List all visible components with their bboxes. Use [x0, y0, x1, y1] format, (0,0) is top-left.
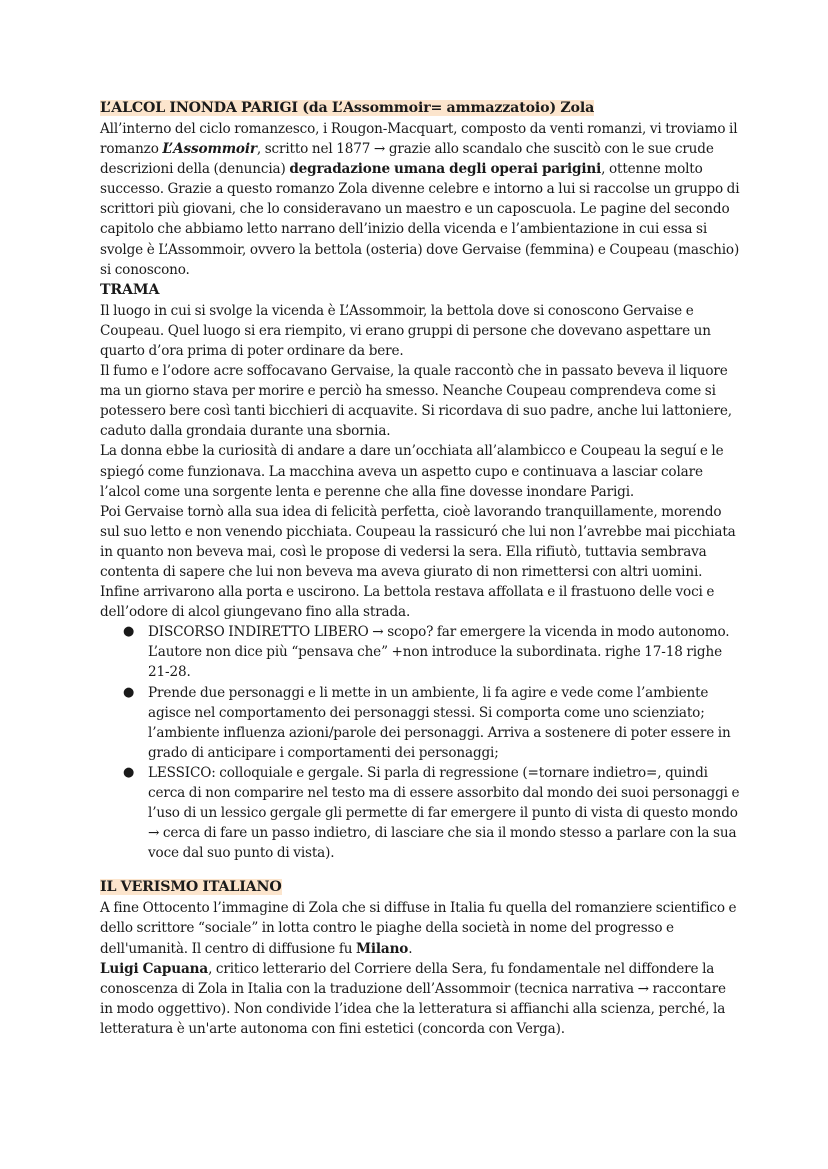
verismo-paragraph-1 [100, 898, 740, 958]
analysis-bullet-list [100, 622, 740, 863]
document-page [100, 98, 740, 1039]
bold-milano: Milano [355, 940, 409, 957]
intro-text-1: All’interno del ciclo romanzesco, i Rougon-Macquart, composto da venti romanzi, vi troviamo il romanzo [100, 121, 738, 158]
verismo-text-2: . [408, 940, 413, 957]
verismo-text-3: , critico letterario del Corriere della Sera, fu fondamentale nel diffondere la conoscenza di Zola in Italia con la traduzione dell’Assommoir (tecnica narrativa → raccontare in modo oggettivo). Non condivide l’idea che la letteratura si affianchi alla scienza, perché, la letteratura è un'arte autonoma con fini estetici (concorda con Verga). [100, 960, 726, 1037]
bullet-icon: ● [123, 624, 135, 640]
section-title-verismo [100, 877, 740, 898]
section-title-assommoir [100, 98, 740, 119]
bold-capuana: Luigi Capuana [100, 960, 209, 977]
bullet-text: LESSICO: colloquiale e gergale. Si parla di regressione (=tornare indietro=, quindi cerca di non comparire nel testo ma di essere assorbito dal mondo dei suoi personaggi e l’uso di un lessico gergale gli permette di far emergere il punto di vista di questo mondo → cerca di fare un passo indietro, di lasciare che sia il mondo stesso a parlare con la sua voce dal suo punto di vista). [148, 764, 740, 862]
section-spacer [100, 863, 740, 877]
plot-paragraph-3: La donna ebbe la curiosità di andare a dare un’occhiata all’alambicco e Coupeau la seguí e le spiegó come funzionava. La macchina aveva un aspetto cupo e continuava a lasciar colare l’alcol come una sorgente lenta e perenne che alla fine dovesse inondare Parigi. [100, 443, 724, 500]
bullet-text: Prende due personaggi e li mette in un ambiente, li fa agire e vede come l’ambiente agisce nel comportamento dei personaggi stessi. Si comporta come uno scienziato; l’ambiente influenza azioni/parole dei personaggi. Arriva a sostenere di poter essere in grado di anticipare i comportamenti dei personaggi; [148, 684, 731, 761]
verismo-text-1: A fine Ottocento l’immagine di Zola che si diffuse in Italia fu quella del romanziere scientifico e dello scrittore “sociale” in lotta contro le piaghe della società in nome del progresso e dell'umanità. Il centro di diffusione fu [100, 900, 737, 957]
intro-text-2: , scritto nel 1877 → grazie allo scandalo che suscitò con le sue crude descrizioni della (denuncia) [100, 141, 714, 178]
verismo-paragraph-2 [100, 959, 740, 1039]
intro-text-3: , ottenne molto successo. Grazie a questo romanzo Zola divenne celebre e intorno a lui si raccolse un gruppo di scrittori più giovani, che lo consideravano un maestro e un caposcuola. Le pagine del secondo capitolo che abbiamo letto narrano dell’inizio della vicenda e l’ambientazione in cui essa si svolge è L’Assommoir, ovvero la bettola (osteria) dove Gervaise (femmina) e Coupeau (maschio) si conoscono. [100, 161, 740, 278]
title-highlight: L’ALCOL INONDA PARIGI (da L’Assommoir= ammazzatoio) Zola [100, 100, 595, 116]
list-item [123, 763, 740, 863]
plot-paragraph-2: Il fumo e l’odore acre soffocavano Gervaise, la quale raccontò che in passato beveva il liquore ma un giorno stava per morire e perciò ha smesso. Neanche Coupeau comprendeva come si potessero bere così tanti bicchieri di acquavite. Si ricordava di suo padre, anche lui lattoniere, caduto dalla grondaia durante una sbornia. [100, 363, 732, 440]
title-highlight: IL VERISMO ITALIANO [100, 879, 282, 896]
list-item [123, 683, 740, 763]
subheading-trama: TRAMA [100, 281, 160, 298]
intro-paragraph [100, 119, 740, 280]
plot-paragraph-1: Il luogo in cui si svolge la vicenda è L’Assommoir, la bettola dove si conoscono Gervaise e Coupeau. Quel luogo si era riempito, vi erano gruppi di persone che dovevano aspettare un quarto d’ora prima di poter ordinare da bere. [100, 302, 711, 359]
plot-paragraph-4: Poi Gervaise tornò alla sua idea di felicità perfetta, cioè lavorando tranquillamente, morendo sul suo letto e non venendo picchiata. Coupeau la rassicuró che lui non l’avrebbe mai picchiata in quanto non beveva mai, così le propose di vedersi la sera. Ella rifiutò, tuttavia sembrava contenta di sapere che lui non beveva ma aveva giurato di non rimettersi con altri uomini. Infine arrivarono alla porta e uscirono. La bettola restava affollata e il frastuono delle voci e dell’odore di alcol giungevano fino alla strada. [100, 503, 736, 621]
bullet-text: DISCORSO INDIRETTO LIBERO → scopo? far emergere la vicenda in modo autonomo. L’autore non dice più “pensava che” +non introduce la subordinata. righe 17-18 righe 21-28. [148, 624, 730, 681]
list-item [123, 622, 740, 682]
bold-phrase: degradazione umana degli operai parigini [289, 161, 602, 178]
bullet-icon: ● [123, 684, 135, 700]
bullet-icon: ● [123, 764, 135, 780]
novel-title: L’Assommoir [162, 141, 257, 158]
